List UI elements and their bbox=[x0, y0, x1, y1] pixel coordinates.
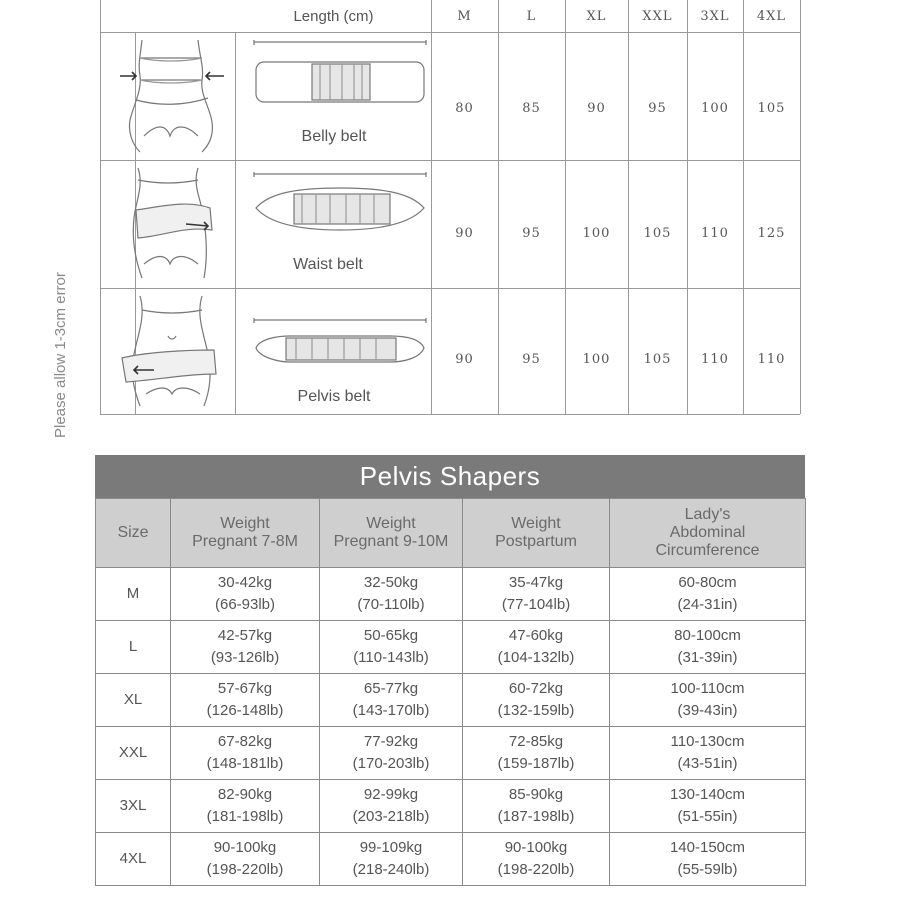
measurement-cell bbox=[463, 568, 610, 621]
size-cell: 4XL bbox=[96, 833, 171, 886]
table-row bbox=[96, 621, 806, 674]
column-header-line: Postpartum bbox=[495, 533, 577, 550]
metric-value: 35-47kg bbox=[508, 574, 564, 591]
table-row bbox=[96, 727, 806, 780]
belt-name-belly: Belly belt bbox=[301, 128, 367, 145]
imperial-value: (187-198lb) bbox=[497, 808, 575, 825]
column-header-line: Weight bbox=[511, 515, 561, 532]
length-value: 110 bbox=[757, 351, 786, 367]
belly-belt-product-illustration bbox=[250, 40, 430, 106]
metric-value: 50-65kg bbox=[363, 627, 419, 644]
metric-value: 85-90kg bbox=[508, 786, 564, 803]
metric-value: 82-90kg bbox=[217, 786, 273, 803]
column-header-line: Lady's bbox=[684, 506, 731, 523]
measurement-cell bbox=[320, 621, 463, 674]
metric-value: 72-85kg bbox=[508, 733, 564, 750]
column-header bbox=[463, 499, 610, 568]
length-value: 105 bbox=[643, 225, 672, 241]
metric-value: 32-50kg bbox=[363, 574, 419, 591]
metric-value: 130-140cm bbox=[669, 786, 746, 803]
measurement-cell bbox=[463, 727, 610, 780]
imperial-value: (203-218lb) bbox=[352, 808, 430, 825]
measurement-cell bbox=[610, 833, 806, 886]
metric-value: 99-109kg bbox=[359, 839, 423, 856]
imperial-value: (93-126lb) bbox=[210, 649, 280, 666]
metric-value: 77-92kg bbox=[363, 733, 419, 750]
imperial-value: (55-59lb) bbox=[677, 861, 738, 878]
length-value: 100 bbox=[582, 225, 611, 241]
size-header-xl: XL bbox=[586, 8, 607, 24]
length-value: 100 bbox=[701, 100, 729, 116]
imperial-value: (66-93lb) bbox=[214, 596, 276, 613]
metric-value: 80-100cm bbox=[674, 627, 741, 644]
measurement-cell bbox=[610, 621, 806, 674]
measurement-cell bbox=[320, 568, 463, 621]
length-value: 110 bbox=[701, 225, 729, 241]
size-header-3xl: 3XL bbox=[700, 8, 730, 24]
length-value: 90 bbox=[455, 351, 474, 367]
imperial-value: (148-181lb) bbox=[206, 755, 284, 772]
measurement-cell bbox=[463, 780, 610, 833]
metric-value: 60-72kg bbox=[508, 680, 564, 697]
imperial-value: (77-104lb) bbox=[501, 596, 571, 613]
pelvis-shapers-title: Pelvis Shapers bbox=[95, 455, 805, 498]
metric-value: 140-150cm bbox=[669, 839, 746, 856]
size-chart bbox=[95, 498, 806, 886]
imperial-value: (43-51in) bbox=[677, 755, 738, 772]
imperial-value: (218-240lb) bbox=[352, 861, 430, 878]
imperial-value: (170-203lb) bbox=[352, 755, 430, 772]
imperial-value: (39-43in) bbox=[677, 702, 738, 719]
waist-belt-body-illustration bbox=[124, 166, 230, 282]
imperial-value: (181-198lb) bbox=[206, 808, 284, 825]
size-cell: M bbox=[96, 568, 171, 621]
metric-value: 42-57kg bbox=[217, 627, 273, 644]
imperial-value: (110-143lb) bbox=[353, 649, 429, 666]
measurement-cell bbox=[171, 727, 320, 780]
measurement-cell bbox=[320, 727, 463, 780]
measurement-cell bbox=[171, 621, 320, 674]
measurement-cell bbox=[610, 727, 806, 780]
metric-value: 60-80cm bbox=[678, 574, 737, 591]
imperial-value: (24-31in) bbox=[677, 596, 738, 613]
measurement-cell bbox=[171, 674, 320, 727]
measurement-cell bbox=[320, 833, 463, 886]
imperial-value: (132-159lb) bbox=[497, 702, 575, 719]
imperial-value: (143-170lb) bbox=[352, 702, 430, 719]
pelvis-belt-product-illustration bbox=[250, 318, 430, 368]
belly-belt-body-illustration bbox=[118, 40, 228, 156]
length-value: 85 bbox=[522, 100, 541, 116]
size-header-4xl: 4XL bbox=[756, 8, 787, 24]
column-header-line: Circumference bbox=[655, 542, 760, 559]
error-tolerance-note: Please allow 1-3cm error bbox=[52, 272, 69, 438]
metric-value: 30-42kg bbox=[217, 574, 273, 591]
length-value: 95 bbox=[648, 100, 667, 116]
table-row bbox=[96, 833, 806, 886]
waist-belt-product-illustration bbox=[250, 172, 430, 242]
column-header-line: Abdominal bbox=[669, 524, 746, 541]
length-value: 125 bbox=[757, 225, 786, 241]
imperial-value: (70-110lb) bbox=[357, 596, 425, 613]
belt-name-pelvis: Pelvis belt bbox=[297, 388, 371, 405]
column-header-line: Weight bbox=[220, 515, 270, 532]
measurement-cell bbox=[463, 674, 610, 727]
measurement-cell bbox=[171, 780, 320, 833]
measurement-cell bbox=[610, 780, 806, 833]
imperial-value: (126-148lb) bbox=[206, 702, 284, 719]
length-header-label: Length (cm) bbox=[293, 7, 374, 25]
column-header bbox=[610, 499, 806, 568]
length-value: 80 bbox=[455, 100, 474, 116]
metric-value: 65-77kg bbox=[363, 680, 419, 697]
table-row bbox=[96, 674, 806, 727]
pelvis-belt-body-illustration bbox=[116, 294, 228, 410]
measurement-cell bbox=[320, 674, 463, 727]
measurement-cell bbox=[610, 674, 806, 727]
length-value: 90 bbox=[587, 100, 606, 116]
metric-value: 47-60kg bbox=[508, 627, 564, 644]
column-header bbox=[171, 499, 320, 568]
measurement-cell bbox=[463, 833, 610, 886]
metric-value: 67-82kg bbox=[217, 733, 273, 750]
measurement-cell bbox=[463, 621, 610, 674]
length-value: 105 bbox=[757, 100, 786, 116]
metric-value: 110-130cm bbox=[670, 733, 745, 750]
column-header-line: Pregnant 7-8M bbox=[192, 533, 298, 550]
length-value: 90 bbox=[455, 225, 474, 241]
column-header-line: Pregnant 9-10M bbox=[333, 533, 449, 550]
measurement-cell bbox=[171, 568, 320, 621]
column-header-line: Size bbox=[117, 524, 149, 541]
length-value: 95 bbox=[522, 351, 541, 367]
size-header-xxl: XXL bbox=[642, 8, 673, 24]
imperial-value: (31-39in) bbox=[677, 649, 738, 666]
imperial-value: (51-55in) bbox=[677, 808, 738, 825]
belt-name-waist: Waist belt bbox=[293, 256, 363, 273]
measurement-cell bbox=[171, 833, 320, 886]
metric-value: 90-100kg bbox=[213, 839, 277, 856]
size-cell: XXL bbox=[96, 727, 171, 780]
length-value: 95 bbox=[522, 225, 541, 241]
imperial-value: (198-220lb) bbox=[497, 861, 575, 878]
size-cell: 3XL bbox=[96, 780, 171, 833]
metric-value: 90-100kg bbox=[504, 839, 568, 856]
size-header-m: M bbox=[457, 8, 472, 24]
measurement-cell bbox=[320, 780, 463, 833]
imperial-value: (198-220lb) bbox=[206, 861, 284, 878]
metric-value: 100-110cm bbox=[670, 680, 745, 697]
size-header-l: L bbox=[526, 8, 537, 24]
pelvis-shapers-table bbox=[95, 455, 805, 886]
length-value: 105 bbox=[643, 351, 672, 367]
measurement-cell bbox=[610, 568, 806, 621]
column-header-line: Weight bbox=[366, 515, 416, 532]
size-cell: L bbox=[96, 621, 171, 674]
column-header bbox=[320, 499, 463, 568]
table-row bbox=[96, 780, 806, 833]
length-table bbox=[100, 0, 800, 414]
table-row bbox=[96, 568, 806, 621]
length-value: 100 bbox=[582, 351, 611, 367]
metric-value: 57-67kg bbox=[217, 680, 273, 697]
length-value: 110 bbox=[701, 351, 729, 367]
size-cell: XL bbox=[96, 674, 171, 727]
metric-value: 92-99kg bbox=[363, 786, 419, 803]
imperial-value: (104-132lb) bbox=[497, 649, 575, 666]
imperial-value: (159-187lb) bbox=[497, 755, 575, 772]
column-header bbox=[96, 499, 171, 568]
